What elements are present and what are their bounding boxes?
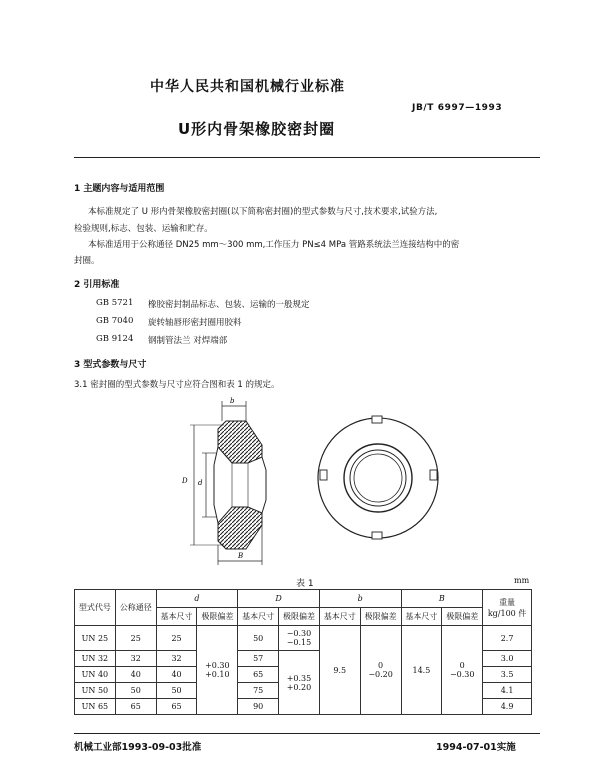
seal-cross-section-figure [160, 395, 280, 575]
ref-code: GB 9124 [96, 334, 134, 344]
header-base: 基本尺寸 [156, 608, 197, 626]
dimension-table [74, 589, 532, 715]
section-3-heading: 3 型式参数与尺寸 [74, 360, 147, 370]
cell-mass: 4.1 [483, 683, 532, 699]
cell-D-tol [279, 651, 320, 715]
B-tol-lower: −0.30 [449, 670, 475, 679]
approval-date: 机械工业部1993-09-03批准 [74, 742, 202, 753]
header-tol: 极限偏差 [360, 608, 401, 626]
table-unit: mm [514, 576, 530, 585]
ref-name: 橡胶密封制品标志、包装、运输的一般规定 [148, 300, 310, 310]
header-base: 基本尺寸 [238, 608, 279, 626]
header-base: 基本尺寸 [401, 608, 442, 626]
section-1-heading: 1 主题内容与适用范围 [74, 184, 165, 194]
label-D: D [182, 477, 188, 485]
cell-dn: 65 [115, 699, 156, 715]
cell-d: 65 [156, 699, 197, 715]
table-caption: 表 1 [296, 579, 314, 589]
cell-model: UN 65 [75, 699, 116, 715]
D-tol-r1-upper: −0.30 [286, 629, 312, 638]
cell-dn: 40 [115, 667, 156, 683]
effective-date: 1994-07-01实施 [436, 742, 516, 753]
header-d: d [156, 590, 238, 608]
header-mass [483, 590, 532, 626]
ref-code: GB 7040 [96, 316, 134, 326]
section-2-heading: 2 引用标准 [74, 280, 120, 290]
cell-mass: 3.0 [483, 651, 532, 667]
D-tol-r1-lower: −0.15 [286, 638, 312, 647]
ref-name: 钢制管法兰 对焊端部 [148, 336, 228, 346]
header-D: D [238, 590, 320, 608]
header-rule [74, 157, 540, 158]
cell-d: 50 [156, 683, 197, 699]
footer-rule [74, 733, 540, 734]
cell-dn: 25 [115, 626, 156, 651]
header-nominal-diameter: 公称通径 [115, 590, 156, 626]
cell-B-base: 14.5 [401, 626, 442, 715]
cell-D: 50 [238, 626, 279, 651]
cell-d-tol [197, 626, 238, 715]
header-mass-unit: kg/100 件 [487, 608, 527, 618]
cell-mass: 4.9 [483, 699, 532, 715]
s1-paragraph-2b: 封圈。 [74, 256, 100, 266]
label-B: B [238, 552, 244, 560]
cell-b-base: 9.5 [319, 626, 360, 715]
header-B: B [401, 590, 483, 608]
b-tol-upper: 0 [378, 661, 384, 670]
header-mass-label: 重量 [499, 597, 516, 607]
B-tol-upper: 0 [459, 661, 465, 670]
cell-model: UN 32 [75, 651, 116, 667]
cell-dn: 32 [115, 651, 156, 667]
header-base: 基本尺寸 [319, 608, 360, 626]
document-title: U形内骨架橡胶密封圈 [178, 120, 336, 138]
cell-B-tol [442, 626, 483, 715]
header-tol: 极限偏差 [442, 608, 483, 626]
cell-mass: 3.5 [483, 667, 532, 683]
cell-dn: 50 [115, 683, 156, 699]
table-row [75, 626, 532, 651]
cell-d: 32 [156, 651, 197, 667]
cell-D: 57 [238, 651, 279, 667]
label-b: b [230, 397, 235, 405]
s31-text: 3.1 密封圈的型式参数与尺寸应符合图和表 1 的规定。 [74, 380, 280, 390]
cell-mass: 2.7 [483, 626, 532, 651]
header-tol: 极限偏差 [279, 608, 320, 626]
cell-b-tol [360, 626, 401, 715]
s1-paragraph-1a: 本标准规定了 U 形内骨架橡胶密封圈(以下简称密封圈)的型式参数与尺寸,技术要求,试验方法, [88, 207, 438, 217]
D-tol-upper: +0.35 [286, 673, 312, 683]
cell-model: UN 50 [75, 683, 116, 699]
cell-D: 75 [238, 683, 279, 699]
cell-d: 25 [156, 626, 197, 651]
cell-D: 90 [238, 699, 279, 715]
seal-front-view-figure [316, 400, 446, 560]
cell-D-tol-r1 [279, 626, 320, 651]
standard-number: JB/T 6997—1993 [412, 103, 503, 113]
cell-d: 40 [156, 667, 197, 683]
ref-name: 旋转轴唇形密封圈用胶料 [148, 318, 242, 328]
d-tol-lower: +0.10 [205, 670, 230, 679]
b-tol-lower: −0.20 [368, 670, 393, 679]
cell-model: UN 25 [75, 626, 116, 651]
s1-paragraph-2a: 本标准适用于公称通径 DN25 mm～300 mm,工作压力 PN≤4 MPa 管路系统法兰连接结构中的密 [88, 240, 460, 250]
issuing-authority: 中华人民共和国机械行业标准 [150, 79, 345, 95]
D-tol-lower: +0.20 [286, 682, 312, 692]
header-b: b [319, 590, 401, 608]
cell-model: UN 40 [75, 667, 116, 683]
label-d: d [198, 479, 203, 487]
header-model: 型式代号 [75, 590, 116, 626]
ref-code: GB 5721 [96, 298, 134, 308]
s1-paragraph-1b: 检验规则,标志、包装、运输和贮存。 [74, 224, 213, 234]
d-tol-upper: +0.30 [205, 661, 230, 670]
header-tol: 极限偏差 [197, 608, 238, 626]
cell-D: 65 [238, 667, 279, 683]
